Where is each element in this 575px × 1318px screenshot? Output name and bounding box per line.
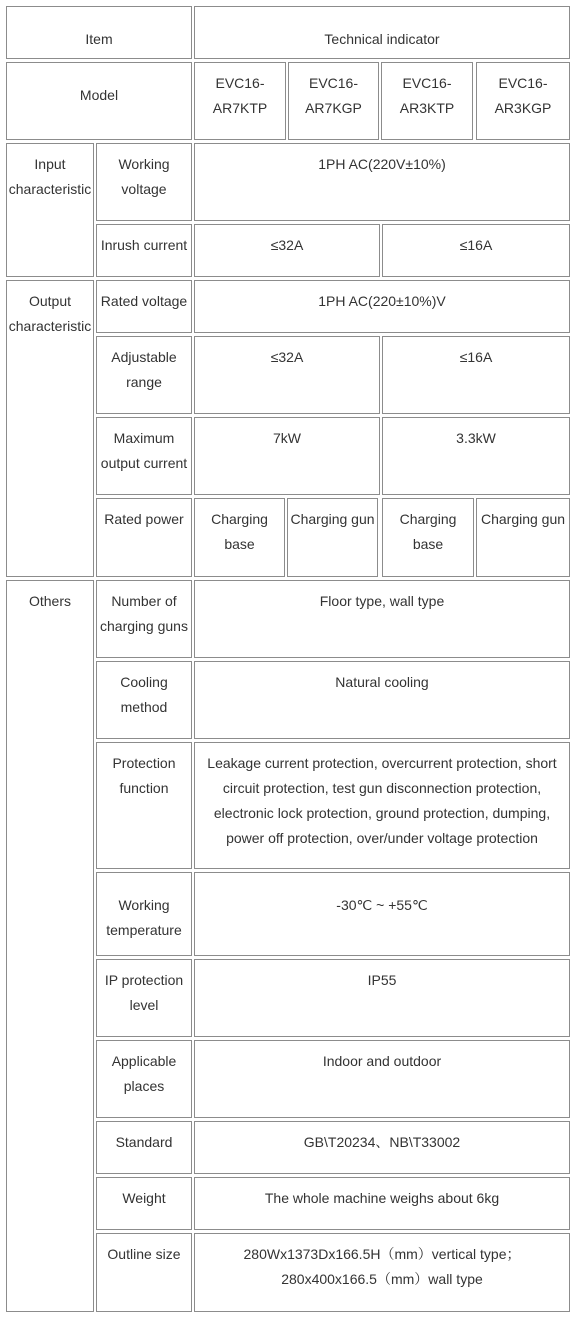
output-characteristic-group: Output characteristic	[6, 280, 94, 577]
inrush-current-value: ≤16A	[382, 224, 570, 277]
rated-power-value: Charging base	[382, 498, 474, 577]
others-row-value: Leakage current protection, overcurrent protection, short circuit protection, test gun disconnection protection, electronic lock protection, ground protection, dumping, power off protection, over/under voltage protection	[194, 742, 570, 869]
others-row-label: IP protection level	[96, 959, 192, 1037]
others-row-value: -30℃ ~ +55℃	[194, 872, 570, 956]
header-item-cell: Item	[6, 6, 192, 59]
adjustable-range-value: ≤16A	[382, 336, 570, 414]
others-row-label: Number of charging guns	[96, 580, 192, 658]
others-row-value: IP55	[194, 959, 570, 1037]
others-row-label: Cooling method	[96, 661, 192, 739]
working-voltage-value: 1PH AC(220V±10%)	[194, 143, 570, 221]
header-indicator-cell: Technical indicator	[194, 6, 570, 59]
working-voltage-label: Working voltage	[96, 143, 192, 221]
others-row-label: Standard	[96, 1121, 192, 1174]
others-row-label: Weight	[96, 1177, 192, 1230]
model-value-cell: EVC16- AR7KGP	[288, 62, 379, 140]
others-row-label: Working temperature	[96, 872, 192, 956]
others-row-label: Applicable places	[96, 1040, 192, 1118]
rated-power-value: Charging gun	[476, 498, 570, 577]
others-row-label: Protection function	[96, 742, 192, 869]
inrush-current-value: ≤32A	[194, 224, 380, 277]
others-row-value: 280Wx1373Dx166.5H（mm）vertical type； 280x400x166.5（mm）wall type	[194, 1233, 570, 1312]
model-label-cell: Model	[6, 62, 192, 140]
others-row-value: Indoor and outdoor	[194, 1040, 570, 1118]
adjustable-range-label: Adjustable range	[96, 336, 192, 414]
rated-power-value: Charging gun	[287, 498, 378, 577]
model-value-cell: EVC16- AR3KTP	[381, 62, 473, 140]
rated-power-value: Charging base	[194, 498, 285, 577]
inrush-current-label: Inrush current	[96, 224, 192, 277]
others-row-value: Floor type, wall type	[194, 580, 570, 658]
others-row-value: Natural cooling	[194, 661, 570, 739]
adjustable-range-value: ≤32A	[194, 336, 380, 414]
model-value-cell: EVC16- AR3KGP	[476, 62, 570, 140]
max-output-current-value: 7kW	[194, 417, 380, 495]
input-characteristic-group: Input characteristic	[6, 143, 94, 277]
rated-voltage-label: Rated voltage	[96, 280, 192, 333]
others-row-value: GB\T20234、NB\T33002	[194, 1121, 570, 1174]
others-row-label: Outline size	[96, 1233, 192, 1312]
others-row-value: The whole machine weighs about 6kg	[194, 1177, 570, 1230]
max-output-current-label: Maximum output current	[96, 417, 192, 495]
others-group: Others	[6, 580, 94, 1312]
max-output-current-value: 3.3kW	[382, 417, 570, 495]
model-value-cell: EVC16- AR7KTP	[194, 62, 286, 140]
rated-power-label: Rated power	[96, 498, 192, 577]
rated-voltage-value: 1PH AC(220±10%)V	[194, 280, 570, 333]
